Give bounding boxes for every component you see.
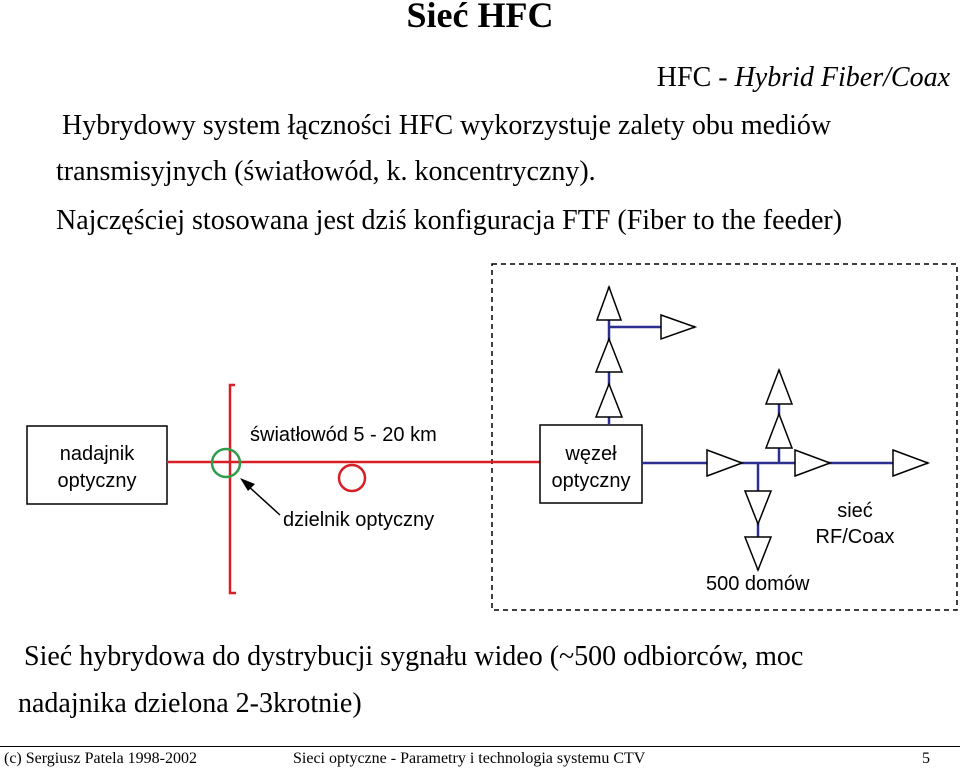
fiber-label: światłowód 5 - 20 km (250, 424, 437, 446)
splitter-arrow-line (247, 485, 280, 515)
amplifier-down-2 (745, 537, 771, 570)
intro-line-3: Najczęściej stosowana jest dziś konfiguracja FTF (Fiber to the feeder) (56, 205, 843, 236)
fiber-loop (339, 465, 365, 491)
bottom-line-2: nadajnika dzielona 2-3krotnie) (18, 688, 362, 719)
transmitter-box (27, 426, 167, 504)
optical-node-label-1: węzeł (565, 443, 617, 465)
transmitter-label-1: nadajnik (59, 443, 135, 465)
footer-divider (0, 746, 960, 747)
amplifier-down-1 (745, 491, 771, 524)
network-label-2: RF/Coax (815, 526, 895, 548)
slide-title: Sieć HFC (406, 0, 554, 35)
homes-label: 500 domów (706, 573, 810, 595)
amplifier-right-3 (893, 450, 928, 476)
subtitle-prefix: HFC - (656, 62, 735, 93)
amplifier-up-top (597, 287, 621, 320)
subtitle-expansion: Hybrid Fiber/Coax (734, 62, 950, 93)
amplifier-up-right-lower (766, 414, 792, 448)
amplifier-up-middle (596, 339, 622, 372)
footer-course: Sieci optyczne - Parametry i technologia systemu CTV (293, 750, 646, 767)
intro-line-1: Hybrydowy system łączności HFC wykorzystuje zalety obu mediów (62, 110, 832, 141)
amplifier-right-top (661, 315, 695, 339)
fiber-branch (230, 385, 236, 593)
amplifier-right-1 (707, 450, 742, 476)
amplifier-up-lower (596, 384, 622, 417)
amplifier-up-right-top (766, 370, 792, 404)
transmitter-label-2: optyczny (57, 470, 137, 492)
footer-page-number: 5 (922, 750, 930, 767)
optical-node-label-2: optyczny (551, 470, 631, 492)
amplifier-right-2 (795, 450, 830, 476)
bottom-line-1: Sieć hybrydowa do dystrybucji sygnału wideo (~500 odbiorców, moc (24, 641, 804, 672)
network-label-1: sieć (837, 500, 873, 522)
intro-line-2: transmisyjnych (światłowód, k. koncentryczny). (56, 156, 596, 187)
splitter-label: dzielnik optyczny (283, 509, 435, 531)
footer-author: (c) Sergiusz Patela 1998-2002 (4, 750, 197, 767)
splitter-arrow-head (240, 478, 255, 491)
